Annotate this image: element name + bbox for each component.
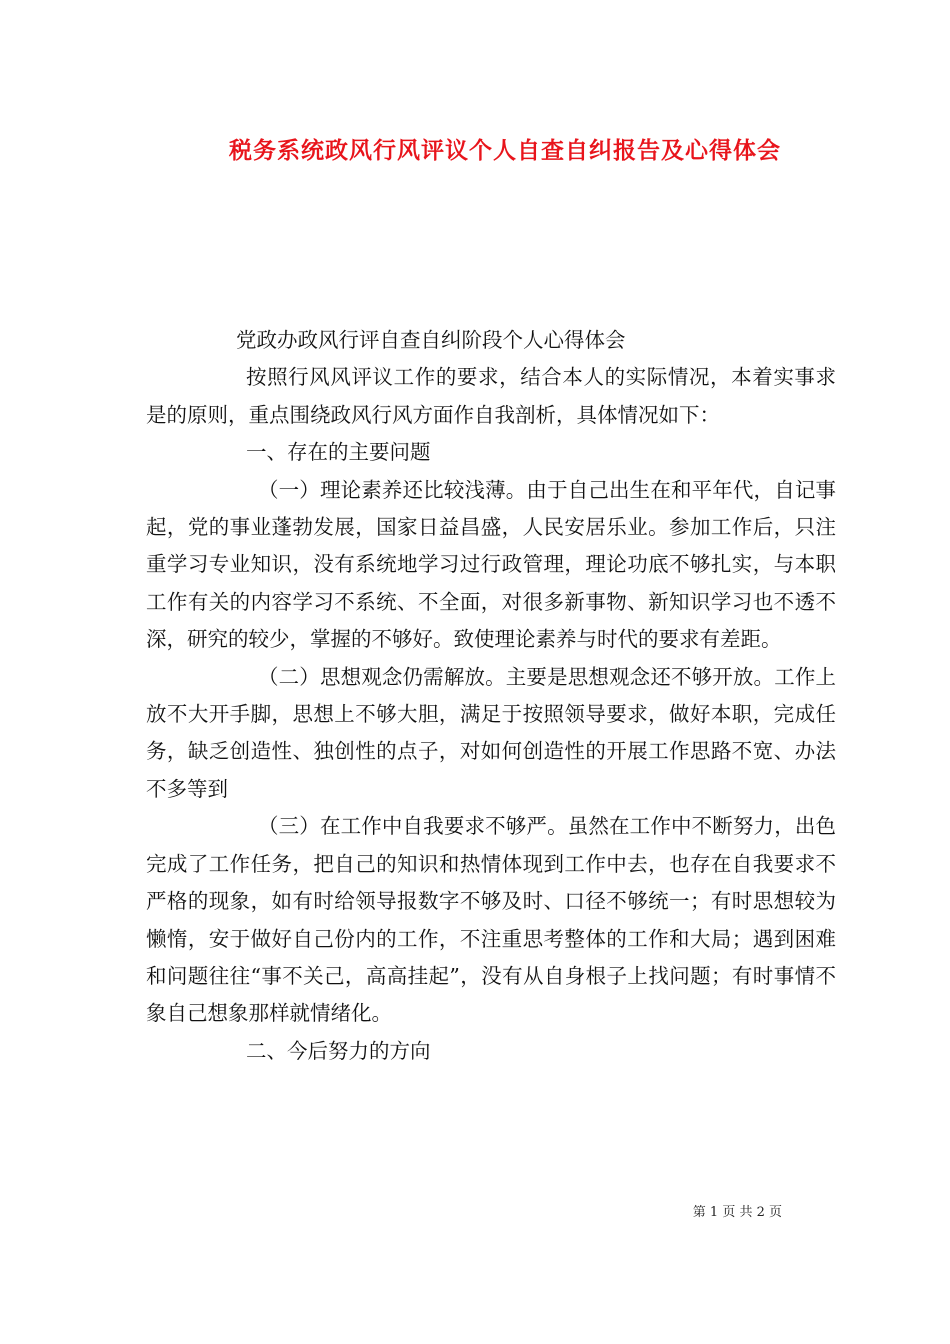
document-title: 税务系统政风行风评议个人自查自纠报告及心得体会: [229, 137, 781, 164]
section-heading-direction: 二、今后努力的方向: [246, 1038, 431, 1063]
paragraph-thinking: （二）思想观念仍需解放。主要是思想观念还不够开放。工作上放不大开手脚，思想上不够大胆，满足于按照领导要求，做好本职，完成任务，缺乏创造性、独创性的点子，对如何创造性的开展工作思路不宽、办法不多等到: [146, 664, 836, 801]
section-heading-problems: 一、存在的主要问题: [246, 440, 431, 465]
document-body: [146, 322, 836, 1070]
paragraph-self-discipline: （三）在工作中自我要求不够严。虽然在工作中不断努力，出色完成了工作任务，把自己的知识和热情体现到工作中去，也存在自我要求不严格的现象，如有时给领导报数字不够及时、口径不够统一；有时思想较为懒惰，安于做好自己份内的工作，不注重思考整体的工作和大局；遇到困难和问题往往“事不关己，高高挂起”，没有从自身根子上找问题；有时事情不象自己想象那样就情绪化。: [146, 814, 836, 1026]
paragraph-theory: （一）理论素养还比较浅薄。由于自己出生在和平年代，自记事起，党的事业蓬勃发展，国家日益昌盛，人民安居乐业。参加工作后，只注重学习专业知识，没有系统地学习过行政管理，理论功底不够扎实，与本职工作有关的内容学习不系统、不全面，对很多新事物、新知识学习也不透不深，研究的较少，掌握的不够好。致使理论素养与时代的要求有差距。: [146, 477, 836, 652]
page-number-footer: 第 1 页 共 2 页: [692, 1205, 782, 1220]
intro-paragraph: 按照行风风评议工作的要求，结合本人的实际情况，本着实事求是的原则，重点围绕政风行风方面作自我剖析，具体情况如下：: [146, 365, 836, 427]
document-subtitle: 党政办政风行评自查自纠阶段个人心得体会: [236, 328, 626, 352]
